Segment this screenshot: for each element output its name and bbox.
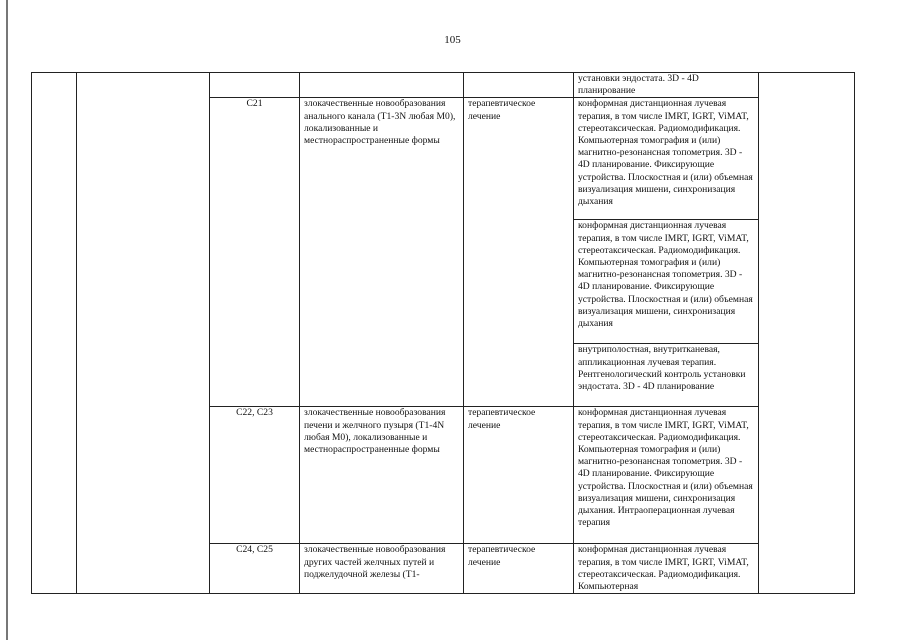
model-text: злокачественные новообразования анального канала (T1-3N любая M0), локализованные и местнораспространенные формы [304,98,456,147]
cell-model [300,98,464,407]
treatment-text: терапевтическое лечение [468,407,536,431]
cell-method [574,98,759,220]
method-text: установки эндостата. 3D - 4D планирование [578,73,699,97]
code-text: C21 [246,98,263,110]
cell-code [210,98,300,407]
cell-code [210,544,300,594]
cell-treatment [464,407,574,544]
cell-treatment [464,98,574,407]
method-text: конформная дистанционная лучевая терапия, в том числе IMRT, IGRT, ViMAT, стереотаксическая. Радиомодификация. Компьютерная [578,544,749,593]
treatment-text: терапевтическое лечение [468,544,536,568]
cell-code-empty [210,73,300,98]
cell-treatment-empty [464,73,574,98]
treatment-table [31,72,855,594]
code-text: C22, C23 [236,407,273,419]
scan-edge-line [6,0,8,640]
cell-code [210,407,300,544]
method-text: внутриполостная, внутритканевая, аппликационная лучевая терапия. Рентгенологический контроль установки эндостата. 3D - 4D планирование [578,344,746,393]
cell-method [574,73,759,98]
cell-model [300,407,464,544]
model-text: злокачественные новообразования других частей желчных путей и поджелудочной железы (T1- [304,544,446,580]
treatment-text: терапевтическое лечение [468,98,536,122]
cell-model-empty [300,73,464,98]
cell-number-empty [32,73,77,594]
cell-method [574,220,759,344]
table-row [32,73,855,98]
cell-profile-empty [77,73,210,594]
model-text: злокачественные новообразования печени и желчного пузыря (T1-4N любая M0), локализованные и местнораспространенные формы [304,407,446,456]
cell-method [574,407,759,544]
page-number: 105 [444,34,461,46]
method-text: конформная дистанционная лучевая терапия, в том числе IMRT, IGRT, ViMAT, стереотаксическая. Радиомодификация. Компьютерная томография и (или) магнитно-резонансная топометрия. 3D - 4D планирование. Фиксирующие устройства. Плоскостная и (или) объемная визуализация мишени, синхронизация дыхания [578,98,753,208]
cell-model [300,544,464,594]
cell-norm-empty [759,73,855,594]
cell-treatment [464,544,574,594]
code-text: C24, C25 [236,544,273,556]
cell-method [574,344,759,407]
cell-method [574,544,759,594]
method-text: конформная дистанционная лучевая терапия, в том числе IMRT, IGRT, ViMAT, стереотаксическая. Радиомодификация. Компьютерная томография и (или) магнитно-резонансная топометрия. 3D - 4D планирование. Фиксирующие устройства. Плоскостная и (или) объемная визуализация мишени, синхронизация дыхания. Интраоперационная лучевая терапия [578,407,753,529]
method-text: конформная дистанционная лучевая терапия, в том числе IMRT, IGRT, ViMAT, стереотаксическая. Радиомодификация. Компьютерная томография и (или) магнитно-резонансная топометрия. 3D - 4D планирование. Фиксирующие устройства. Плоскостная и (или) объемная визуализация мишени, синхронизация дыхания [578,220,753,330]
